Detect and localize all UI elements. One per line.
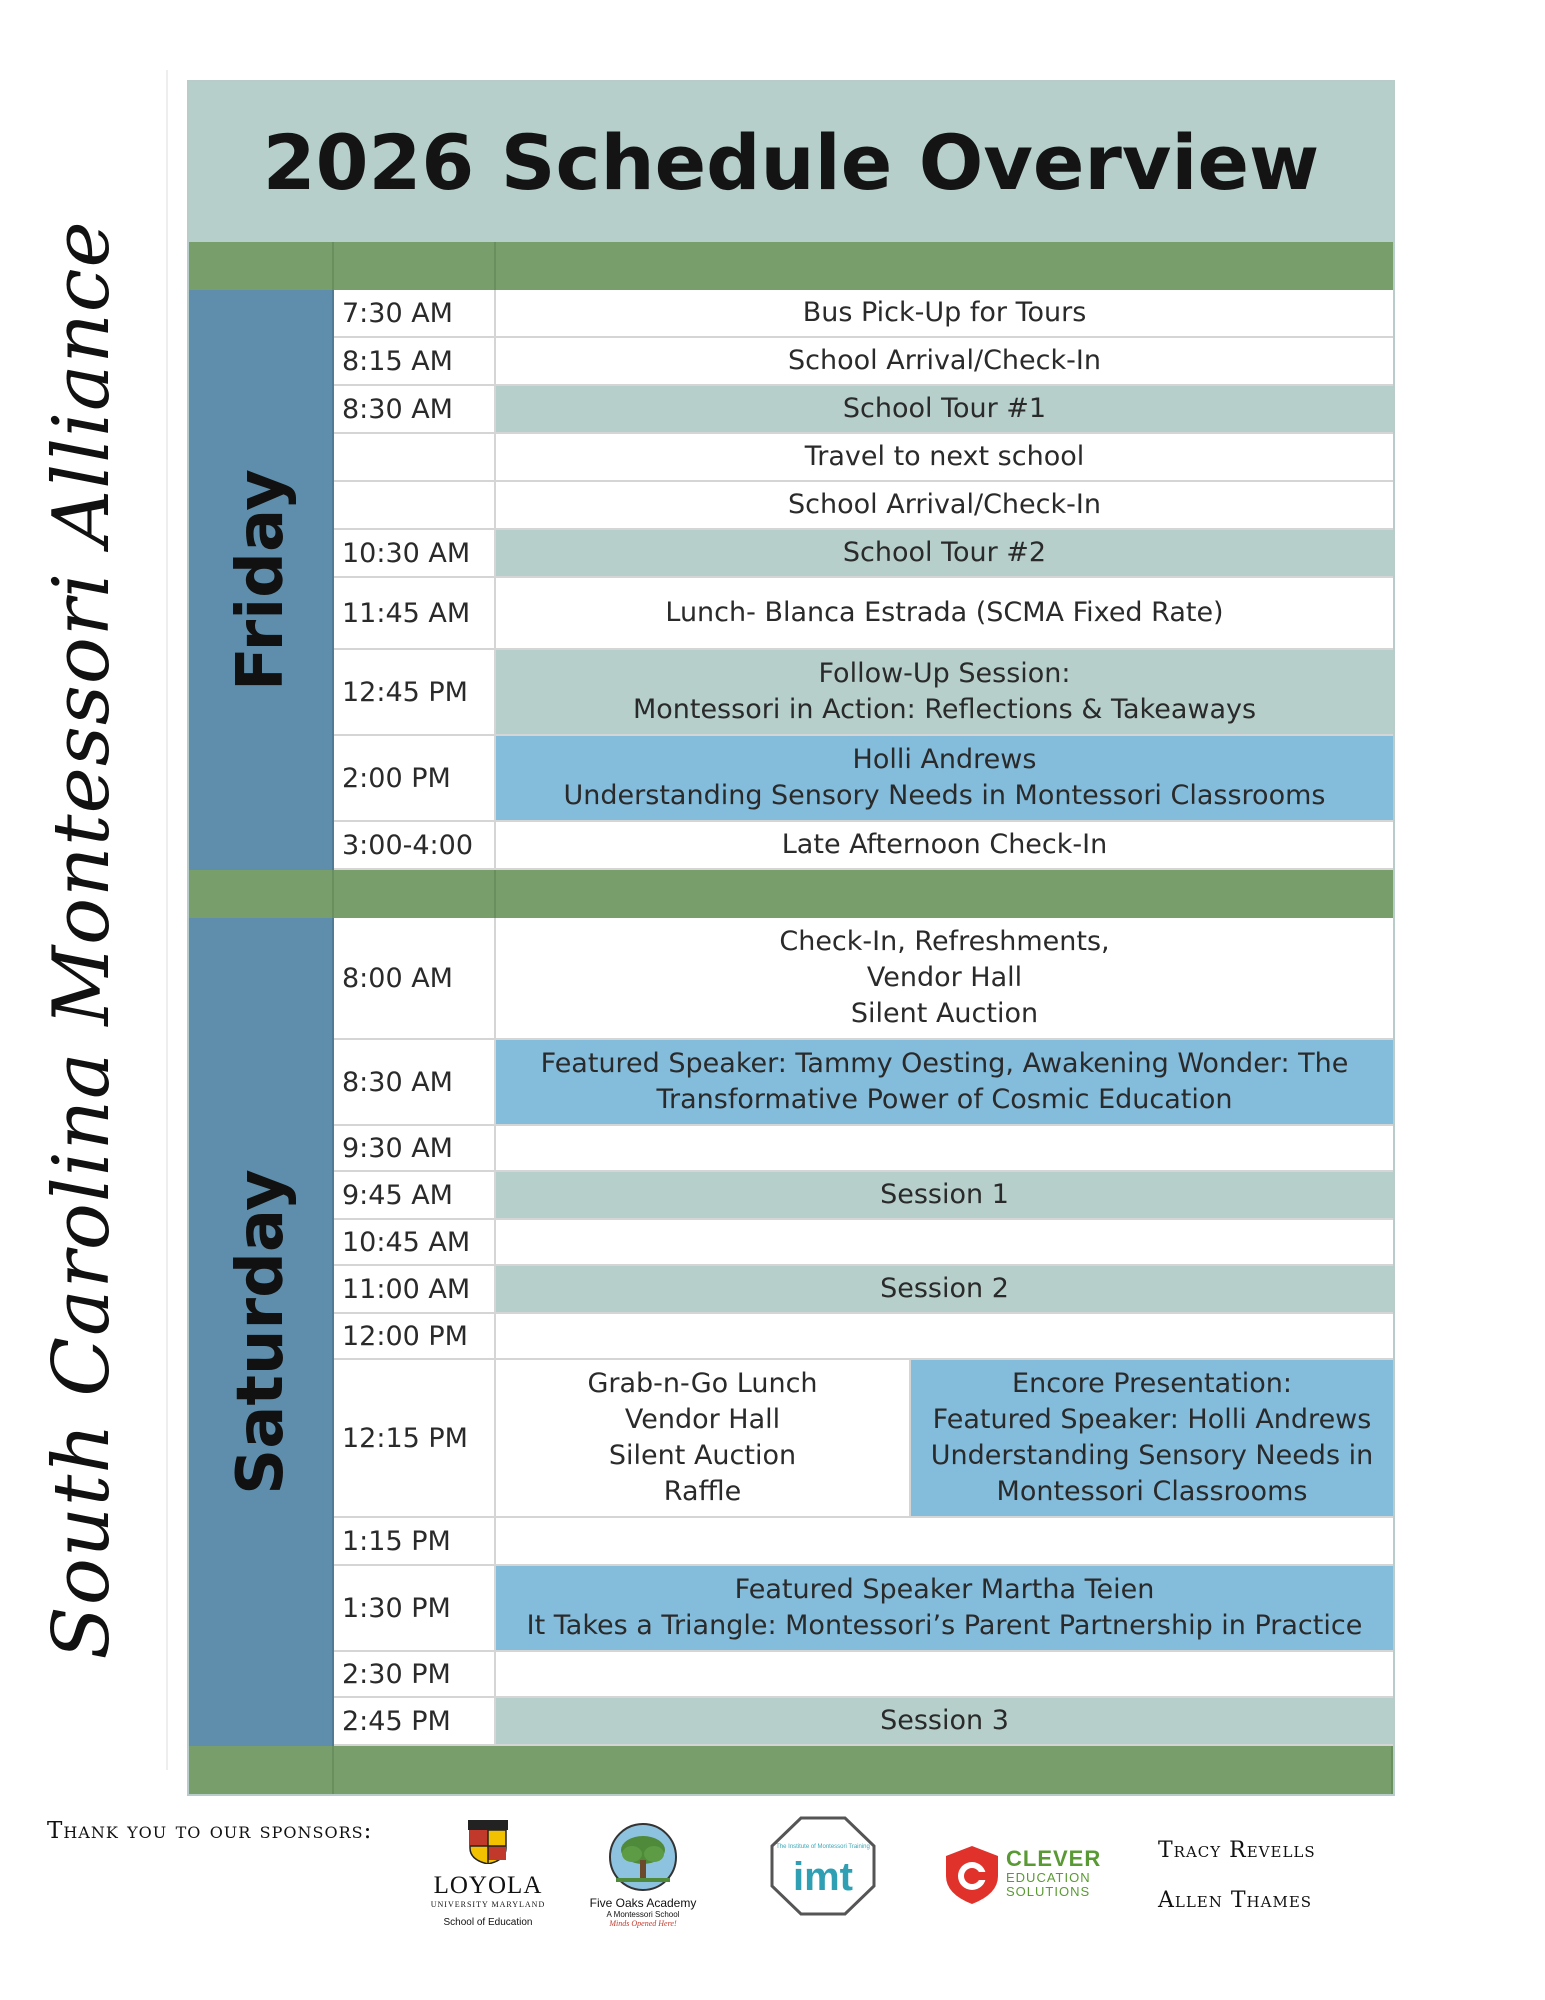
- side-title: South Carolina Montessori Alliance: [37, 220, 127, 1660]
- time-cell: 8:00 AM: [334, 918, 496, 1040]
- five-oaks-tagline: Minds Opened Here!: [609, 1919, 677, 1928]
- schedule-grid: [189, 242, 1393, 1794]
- loyola-school: School of Education: [443, 1917, 533, 1928]
- activity-line: Silent Auction: [850, 998, 1039, 1029]
- spacer-cell: [334, 242, 496, 290]
- day-label-text: Saturday: [223, 1169, 298, 1495]
- time-cell: 11:45 AM: [334, 578, 496, 650]
- time-cell: 2:30 PM: [334, 1652, 496, 1698]
- activity-line: School Arrival/Check-In: [788, 345, 1101, 376]
- activity-cell: [496, 1172, 1393, 1220]
- activity-cell: [496, 1566, 1393, 1652]
- activity-line: Holli Andrews: [852, 744, 1037, 775]
- spacer-cell: [496, 1746, 1393, 1794]
- activity-line: Featured Speaker: Tammy Oesting, Awakening Wonder: The: [540, 1048, 1349, 1079]
- activity-line: Encore Presentation:: [1012, 1368, 1292, 1399]
- activity-cell: [496, 1040, 1393, 1126]
- day-label-saturday: [189, 918, 334, 1746]
- time-cell: [334, 434, 496, 482]
- loyola-subtitle: UNIVERSITY MARYLAND: [430, 1900, 546, 1909]
- time-cell: 9:45 AM: [334, 1172, 496, 1220]
- time-cell: [334, 482, 496, 530]
- time-cell: 10:30 AM: [334, 530, 496, 578]
- time-cell: 10:45 AM: [334, 1220, 496, 1266]
- imt-logo-icon: [768, 1816, 878, 1916]
- activity-line: Featured Speaker: Holli Andrews: [932, 1404, 1372, 1435]
- activity-line: School Tour #2: [842, 537, 1047, 568]
- clever-c-icon: [940, 1842, 1004, 1906]
- time-cell: 7:30 AM: [334, 290, 496, 338]
- oak-tree-icon: [608, 1822, 678, 1892]
- spacer-cell: [334, 870, 496, 918]
- activity-line: Session 1: [880, 1179, 1009, 1210]
- activity-cell: [496, 338, 1393, 386]
- activity-cell: [496, 1126, 1393, 1172]
- clever-line2: EDUCATION: [1006, 1870, 1091, 1885]
- activity-line: Transformative Power of Cosmic Education: [656, 1084, 1233, 1115]
- activity-line: Montessori Classrooms: [996, 1476, 1308, 1507]
- activity-cell: [496, 1220, 1393, 1266]
- sponsor-imt: [768, 1816, 878, 1916]
- time-cell: 12:00 PM: [334, 1314, 496, 1360]
- imt-small-text: The Institute of Montessori Training: [776, 1844, 870, 1850]
- activity-line: Grab-n-Go Lunch: [587, 1368, 818, 1399]
- activity-line: Silent Auction: [608, 1440, 797, 1471]
- activity-cell: [496, 1698, 1393, 1746]
- schedule-title: 2026 Schedule Overview: [189, 82, 1393, 242]
- time-cell: 8:15 AM: [334, 338, 496, 386]
- activity-line: Understanding Sensory Needs in: [930, 1440, 1374, 1471]
- clever-title: CLEVER: [1006, 1846, 1102, 1871]
- activity-cell: [496, 530, 1393, 578]
- activity-cell: [496, 1518, 1393, 1566]
- imt-mark: imt: [793, 1855, 853, 1899]
- activity-cell: [496, 1314, 1393, 1360]
- activity-line: Raffle: [663, 1476, 742, 1507]
- activity-cell: [496, 650, 1393, 736]
- activity-line: Vendor Hall: [624, 1404, 781, 1435]
- time-cell: 1:15 PM: [334, 1518, 496, 1566]
- loyola-crest-icon: [468, 1820, 508, 1864]
- time-cell: 11:00 AM: [334, 1266, 496, 1314]
- sponsor-five-oaks: [583, 1822, 703, 1928]
- time-cell: 2:45 PM: [334, 1698, 496, 1746]
- activity-line: Lunch- Blanca Estrada (SCMA Fixed Rate): [665, 597, 1224, 628]
- sponsor-person-2: Allen Thames: [1158, 1888, 1313, 1913]
- activity-line: Vendor Hall: [866, 962, 1023, 993]
- time-cell: 2:00 PM: [334, 736, 496, 822]
- activity-line: It Takes a Triangle: Montessori’s Parent Partnership in Practice: [526, 1610, 1363, 1641]
- activity-line: Montessori in Action: Reflections & Takeaways: [632, 694, 1257, 725]
- activity-line: School Arrival/Check-In: [788, 489, 1101, 520]
- activity-cell: [496, 386, 1393, 434]
- day-label-text: Friday: [223, 469, 298, 691]
- time-cell: 12:45 PM: [334, 650, 496, 736]
- time-cell: 3:00-4:00: [334, 822, 496, 870]
- activity-cell: [496, 918, 1393, 1040]
- activity-line: Bus Pick-Up for Tours: [802, 297, 1087, 328]
- spacer-cell: [496, 242, 1393, 290]
- sponsor-loyola: [428, 1820, 548, 1928]
- activity-line: Understanding Sensory Needs in Montessori Classrooms: [563, 780, 1326, 811]
- time-cell: 8:30 AM: [334, 386, 496, 434]
- schedule-table: [187, 80, 1395, 1796]
- activity-line: Travel to next school: [804, 441, 1085, 472]
- activity-cell: [496, 482, 1393, 530]
- five-oaks-subtitle: A Montessori School: [606, 1910, 680, 1919]
- time-cell: 8:30 AM: [334, 1040, 496, 1126]
- spacer-cell: [496, 870, 1393, 918]
- sponsor-clever: [940, 1840, 1100, 1910]
- clever-line3: SOLUTIONS: [1006, 1884, 1091, 1899]
- spacer-cell: [189, 870, 334, 918]
- activity-cell: [496, 1652, 1393, 1698]
- activity-line: Session 2: [880, 1273, 1009, 1304]
- activity-line: Check-In, Refreshments,: [779, 926, 1110, 957]
- spacer-cell: [189, 1746, 334, 1794]
- sponsors-heading: Thank you to our sponsors:: [47, 1818, 373, 1844]
- encore-block: [911, 1360, 1393, 1516]
- time-cell: 12:15 PM: [334, 1360, 496, 1518]
- time-cell: 9:30 AM: [334, 1126, 496, 1172]
- activity-cell: [496, 822, 1393, 870]
- activity-line: Featured Speaker Martha Teien: [734, 1574, 1155, 1605]
- activity-cell: [496, 1266, 1393, 1314]
- loyola-name: LOYOLA: [433, 1872, 543, 1899]
- spacer-cell: [334, 1746, 496, 1794]
- time-cell: 1:30 PM: [334, 1566, 496, 1652]
- lunch-block: [496, 1360, 911, 1516]
- activity-line: School Tour #1: [842, 393, 1047, 424]
- side-title-area: [0, 0, 166, 1760]
- activity-cell-split: [496, 1360, 1393, 1518]
- spacer-cell: [189, 242, 334, 290]
- activity-line: Follow-Up Session:: [818, 658, 1071, 689]
- sponsor-person-1: Tracy Revells: [1158, 1838, 1316, 1863]
- activity-cell: [496, 290, 1393, 338]
- activity-cell: [496, 434, 1393, 482]
- day-label-friday: [189, 290, 334, 870]
- five-oaks-name: Five Oaks Academy: [589, 1896, 697, 1910]
- activity-cell: [496, 578, 1393, 650]
- activity-line: Session 3: [880, 1705, 1009, 1736]
- vertical-rule: [166, 70, 168, 1770]
- activity-line: Late Afternoon Check-In: [781, 829, 1108, 860]
- activity-cell: [496, 736, 1393, 822]
